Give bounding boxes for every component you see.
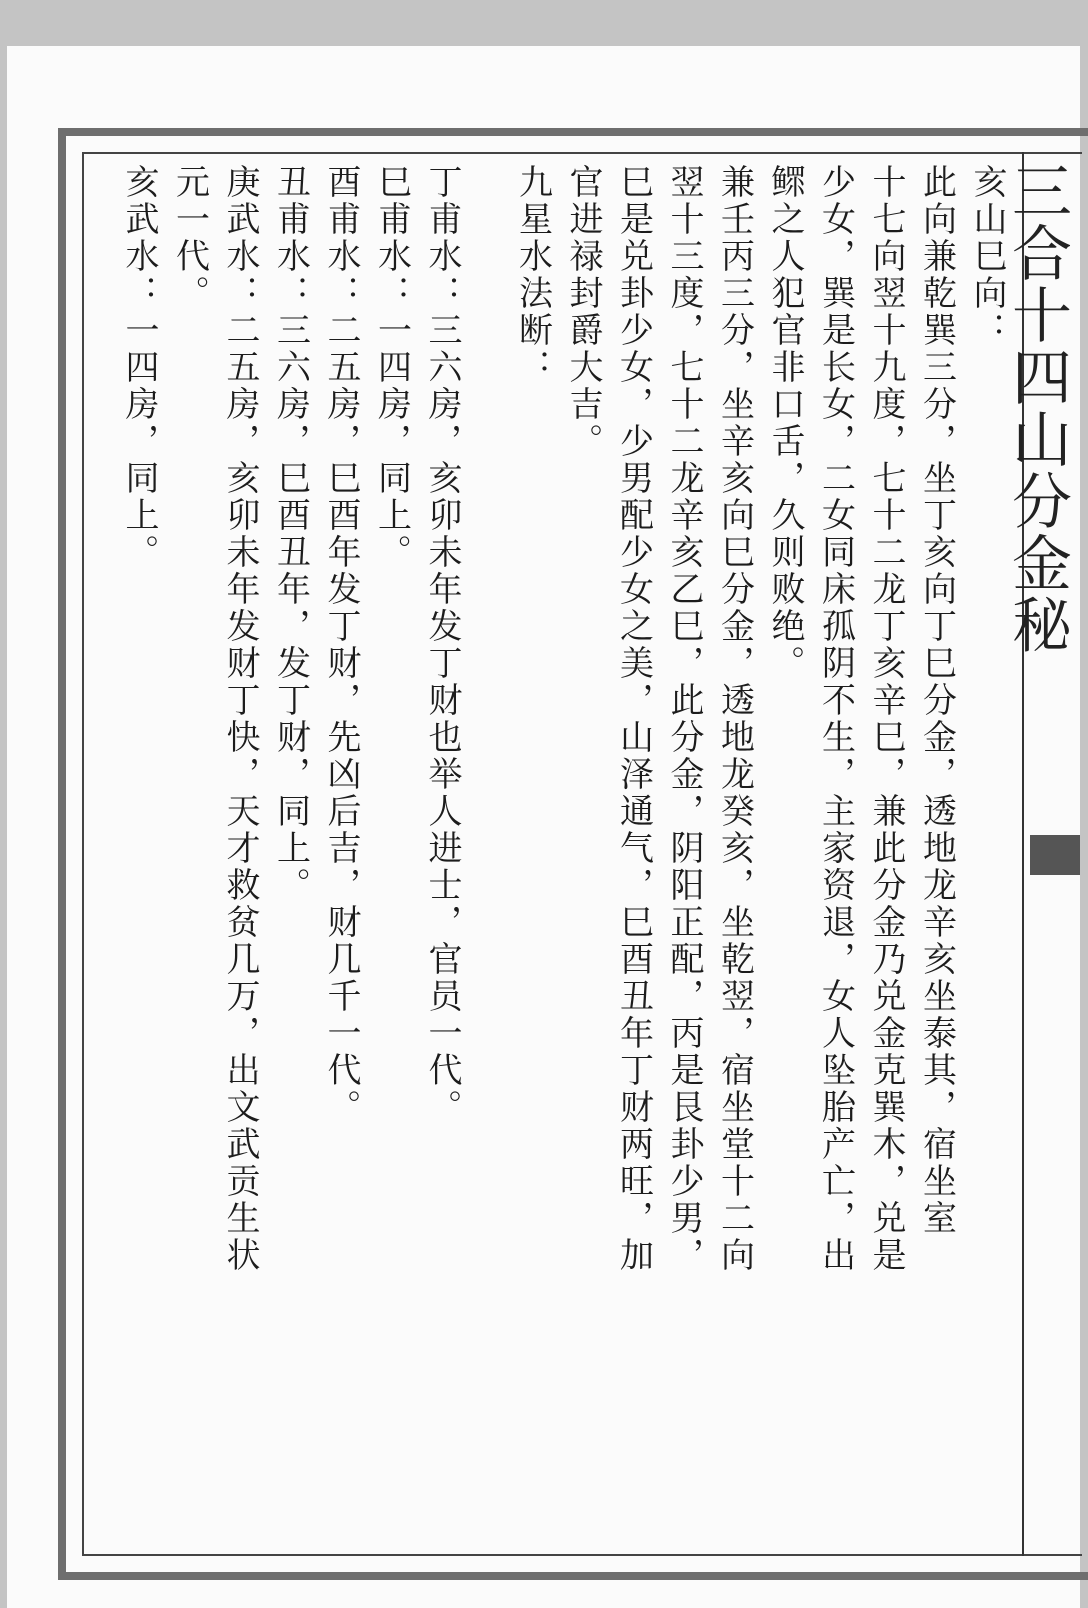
text-line: 少女，巽是长女，二女同床孤阴不生，主家资退，女人坠胎产亡，出 <box>815 164 856 1274</box>
section-heading: 九星水法断： <box>512 164 553 386</box>
text-line: 此向兼乾巽三分，坐丁亥向丁巳分金，透地龙辛亥坐泰其，宿坐室 <box>916 164 957 1237</box>
text-line: 兼壬丙三分，坐辛亥向巳分金，透地龙癸亥，坐乾翌，宿坐堂十二向 <box>714 164 755 1274</box>
text-line: 翌十三度，七十二龙辛亥乙巳，此分金，阴阳正配，丙是艮卦少男， <box>664 164 704 1274</box>
text-line: 巳是兑卦少女，少男配少女之美，山泽通气，巳酉丑年丁财两旺，加 <box>613 164 654 1274</box>
text-line: 元一代。 <box>169 164 210 312</box>
text-line: 鳏之人犯官非口舌，久则败绝。 <box>765 164 805 682</box>
side-strip-mark <box>1030 835 1080 875</box>
text-line: 十七向翌十九度，七十二龙丁亥辛巳，兼此分金乃兑金克巽木，兑是 <box>866 164 906 1274</box>
section-heading: 亥山巳向： <box>967 164 1007 349</box>
text-line: 丁甫水：三六房，亥卯未年发丁财也举人进士，官员一代。 <box>422 164 462 1126</box>
text-line: 酉甫水：二五房，巳酉年发丁财，先凶后吉，财几千一代。 <box>321 164 361 1126</box>
text-line: 丑甫水：三六房，巳酉丑年，发丁财，同上。 <box>270 164 311 904</box>
text-line: 庚武水：二五房，亥卯未年发财丁快，天才救贫几万，出文武贡生状 <box>220 164 260 1274</box>
side-title: 三合十四山分金秘 <box>1002 160 1072 656</box>
text-line: 官进禄封爵大吉。 <box>563 164 603 460</box>
text-line: 亥武水：一四房，同上。 <box>119 164 159 571</box>
text-body <box>92 164 1012 1544</box>
text-line: 巳甫水：一四房，同上。 <box>371 164 412 571</box>
